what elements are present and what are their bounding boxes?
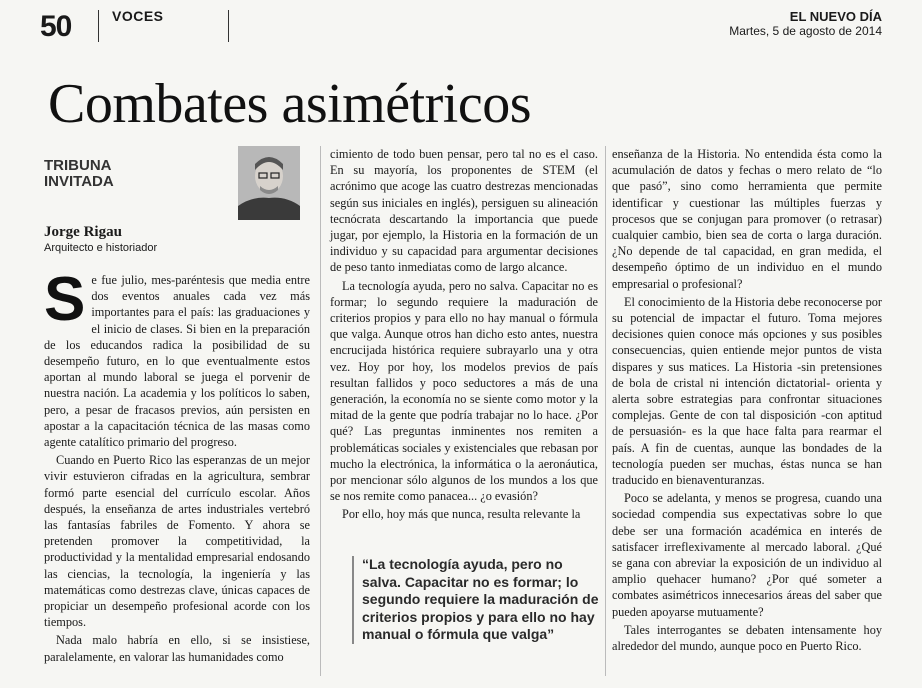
paragraph: Por ello, hoy más que nunca, resulta relevante la (342, 507, 581, 522)
author-photo (238, 146, 300, 220)
paragraph: Se fue julio, mes-paréntesis que media entre dos eventos anuales cada vez más importantes para el país: las graduaciones y el inicio de clases. Si bien en la preparación de los educandos radica la posibilidad de su desempeño futuro, en lo que eventualmente estos aportan al mundo laboral se juega el porvenir de nuestra nación. La academia y los políticos lo saben, pero, a pesar de fracasos previos, aún persisten en apostar a la capacitación técnica de las masas como agente catalítico primario del progreso. (44, 265, 310, 450)
kicker-line: TRIBUNA (44, 157, 112, 174)
column-rule (605, 146, 606, 676)
issue-date: Martes, 5 de agosto de 2014 (729, 24, 882, 38)
paragraph: El conocimiento de la Historia debe reconocerse por su potencial de impactar el futuro. Toma mejores decisiones quien conoce más opciones y sus posibles consecuencias, quien entiende mejor puntos de vista dispares y sus matices. La Historia -sin pretensiones de bola de cristal ni intención dictatorial- orienta y alerta sobre estrategias para confrontar situaciones complejas. Gente de con tal disposición -con aptitud de persuasión- es la que hace falta para rearmar el país. A fin de cuentas, aunque las bondades de la tecnología pueden ser muchas, éstas nunca se han traducido en bienaventuranzas. (612, 294, 882, 488)
newspaper-name: EL NUEVO DÍA (789, 9, 882, 24)
paragraph: La tecnología ayuda, pero no salva. Capacitar no es formar; lo segundo requiere la maduración de criterios propios y para ello no hay manual o fórmula que valga. Aunque otros han dicho esto antes, nuestra encrucijada histórica requiere subrayarlo una y otra vez. Hoy por hoy, los modelos previos de país resultan fallidos y poco seductores a más de una generación, la economía no se siente como motor y la mitad de la gente que podría trabajar no lo hace. ¿Por qué? Las preguntas inminentes nos remiten a problemáticas sociales y existenciales que rebasan por mucho la electrónica, la informática o la aeronáutica, por mencionar sólo algunos de los mundos a los que se nos remite como panacea... ¿o evasión? (330, 278, 598, 504)
article-headline: Combates asimétricos (48, 73, 532, 135)
author-portrait-icon (238, 146, 300, 220)
article-column-2 (330, 146, 598, 525)
paragraph: enseñanza de la Historia. No entendida ésta como la acumulación de datos y fechas o mero relato de “lo que pasó”, sino como herramienta que permite identificar y cuestionar las múltiples fuerzas y procesos que se conjugan para promover (o retrasar) cualquier cambio, bien sea de corta o larga duración. ¿No depende de tal capacidad, en gran medida, el desempeño óptimo de un individuo en el mundo empresarial o profesional? (612, 147, 882, 291)
drop-cap: S (44, 265, 86, 334)
paragraph: Nada malo habría en ello, si se insistiese, paralelamente, en valorar las humanidades como (44, 633, 310, 664)
pull-quote: “La tecnología ayuda, pero no salva. Capacitar no es formar; lo segundo requiere la maduración de criterios propios y para ello no hay manual o fórmula que valga” (352, 556, 600, 644)
paragraph: Cuando en Puerto Rico las esperanzas de un mejor vivir estuvieron cifradas en la agricultura, sembrar formó parte esencial del currículo escolar. Años después, la enseñanza de artes industriales vertebró las fantasías fabriles de Fomento. Y ahora se pretenden promover la competitividad, la productividad y la mentalidad empresarial endosando las ciencias, la tecnología, la ingeniería y las matemáticas como destrezas clave, únicas capaces de propiciar un desempeño profesional acorde con los tiempos. (44, 453, 310, 630)
page-number: 50 (40, 10, 72, 43)
kicker-line: INVITADA (44, 173, 114, 190)
article-column-3 (612, 146, 882, 656)
header-divider (228, 10, 229, 42)
page-header (0, 0, 922, 50)
paragraph: cimiento de todo buen pensar, pero tal no es el caso. En su mayoría, los proponentes de STEM (el acrónimo que acoge las cuatro destrezas mencionadas según sus iniciales en inglés), persiguen su alineación tecnócrata descartando la importancia que puede jugar, por ejemplo, la Historia en la formación de un individuo y su capacidad para argumentar decisiones de peso tanto inmediatas como de largo alcance. (330, 147, 598, 275)
section-label: VOCES (112, 8, 164, 24)
author-role: Arquitecto e historiador (44, 242, 158, 254)
paragraph: Tales interrogantes se debaten intensamente hoy alrededor del mundo, aunque poco en Puerto Rico. (612, 622, 882, 654)
kicker-label (44, 158, 154, 190)
author-name: Jorge Rigau (44, 224, 122, 240)
paragraph: Poco se adelanta, y menos se progresa, cuando una sociedad compendia sus expectativas sobre lo que debe ser una formación académica en interés de satisfacer irreflexivamente al mercado laboral. ¿Qué se gana con abreviar la exposición de un individuo al amplio quehacer humano? ¿Por qué someter a combates asimétricos innecesarios áreas del saber que pueden apoyarse mutuamente? (612, 491, 882, 619)
header-divider (98, 10, 99, 42)
column-rule (320, 146, 321, 676)
article-column-1 (44, 265, 310, 667)
